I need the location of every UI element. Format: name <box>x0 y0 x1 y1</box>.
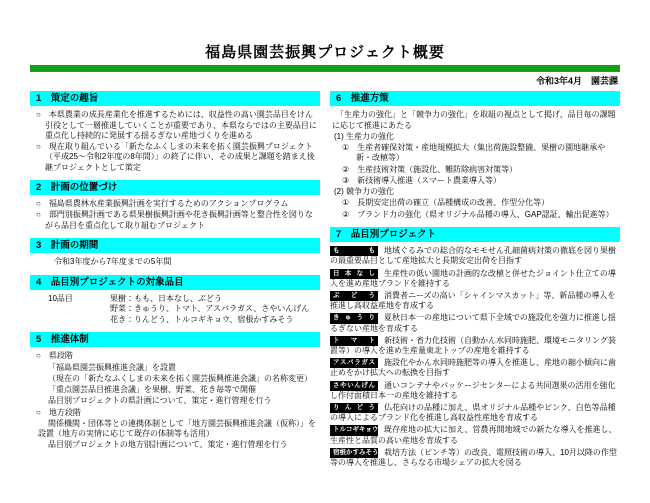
lisianthus-badge: トルコギキョウ <box>330 425 378 435</box>
green-beans-badge: さやいんげん <box>330 381 378 391</box>
regional-level-line-1: 関係機関・団体等との連携体制として「地方園芸振興推進会議（仮称）」を設置（地方の実情に応じて既存の体制等も活用） <box>38 418 316 439</box>
item-project-pear <box>330 269 620 289</box>
vegetable-items-line: 野菜：きゅうり、トマト、アスパラガス、さやいんげん <box>110 304 310 314</box>
production-item-1: ① 生産者確保対策・産地規模拡大（集出荷施設整備、果樹の園地継承や新・改植等） <box>342 143 606 163</box>
production-item-2: ② 生産技術対策（施設化、難防除病害対策等） <box>342 164 518 174</box>
section-3-period <box>30 238 320 268</box>
grape-badge: ぶどう <box>330 291 378 301</box>
section-2-bullet-2: ○ 部門別振興計画である県果樹振興計画や花き振興計画等と整合性を図りながら品目を重点化して取り組むプロジェクト <box>36 210 313 230</box>
section-6-header: 6 推進方策 <box>330 91 620 106</box>
date-department-line: 令和3年4月 園芸課 <box>535 76 618 86</box>
left-column <box>30 91 320 458</box>
cucumber-badge: きゅうり <box>330 313 378 323</box>
regional-level-bullet: ○ 地方段階 <box>36 407 81 417</box>
prefecture-level-bullet: ○ 県段階 <box>36 351 73 361</box>
fruit-items-line: 果樹：もも、日本なし、ぶどう <box>110 293 222 303</box>
section-5-header: 5 推進体制 <box>30 332 320 347</box>
tomato-badge: トマト <box>330 336 378 346</box>
item-project-peach <box>330 246 620 266</box>
section-3-header: 3 計画の期間 <box>30 238 320 253</box>
prefecture-level-line-1: 「福島県園芸振興推進会議」を設置 <box>48 362 176 372</box>
document-page <box>0 44 650 503</box>
item-project-gentian <box>330 403 620 423</box>
section-2-bullet-1: ○ 福島県農林水産業振興計画を実行するためのアクションプログラム <box>36 199 289 209</box>
asparagus-text: 施設化やかん水同時施肥等の導入を推進し、産地の縮小傾向に歯止めをかけ拡大への転換を目指す <box>330 358 616 378</box>
section-4-target-items <box>30 275 320 326</box>
section-6-promotion-measures <box>330 91 620 220</box>
section-2-positioning <box>30 180 320 231</box>
cucumber-text: 夏秋日本一の産地について県下全域での施設化を強力に推進し揺るぎない産地を育成する <box>330 313 616 333</box>
right-column <box>330 91 620 475</box>
section-5-promotion-structure <box>30 332 320 451</box>
item-project-tomato <box>330 336 620 356</box>
section-2-header: 2 計画の位置づけ <box>30 180 320 195</box>
gypsophila-badge: 宿根かすみそう <box>330 448 378 458</box>
pear-text: 生産性の低い園地の計画的な改植と併せたジョイント仕立ての導入を進め産地ブランドを維持する <box>330 268 616 288</box>
item-category-lines <box>110 294 309 325</box>
competitiveness-item-2: ② ブランド力の強化（県オリジナル品種の導入、GAP認証、輸出促進等） <box>342 209 614 219</box>
production-strength-heading: (1) 生産力の強化 <box>334 131 394 141</box>
prefecture-level-line-3: 「重点園芸品目推進会議」を果樹、野菜、花き毎等で開催 <box>48 385 256 395</box>
pear-badge: 日本なし <box>330 269 378 279</box>
peach-badge: もも <box>330 246 378 256</box>
two-column-layout <box>30 91 620 475</box>
gentian-badge: りんどう <box>330 403 378 413</box>
item-project-lisianthus <box>330 425 620 445</box>
competitiveness-heading: (2) 競争力の強化 <box>334 187 394 197</box>
production-item-3: ③ 新技術導入推進（スマート農業導入等） <box>342 175 502 185</box>
grape-text: 消費者ニーズの高い「シャインマスカット」等、新品種の導入を推進し高収益産地を育成する <box>330 290 616 311</box>
item-project-asparagus <box>330 358 620 378</box>
peach-text: 地域ぐるみでの総合的なモモせん孔細菌病対策の徹底を図り果樹の最重要品目として産地拡大と長期安定出荷を目指す <box>330 246 616 266</box>
item-count-label: 10品目 <box>48 293 73 303</box>
section-7-item-projects <box>330 227 620 468</box>
section-7-header: 7 品目別プロジェクト <box>330 227 620 242</box>
flower-items-line: 花き：りんどう、トルコギキョウ、宿根かすみそう <box>110 314 294 324</box>
prefecture-level-line-4: 品目別プロジェクトの県計画について、策定・進行管理を行う <box>48 396 272 406</box>
title-underline-bar <box>30 65 620 72</box>
regional-level-line-2: 品目別プロジェクトの地方別計画について、策定・進行管理を行う <box>48 440 288 450</box>
tomato-text: 新技術・省力化技術（自動かん水同時施肥、環境モニタリング装置等）の導入を進め生産量東北トップの産地を維持する <box>330 335 616 355</box>
item-project-grape <box>330 291 620 311</box>
page-title: 福島県園芸振興プロジェクト概要 <box>205 44 445 61</box>
section-3-body: 令和3年度から7年度までの5年間 <box>54 257 172 267</box>
asparagus-badge: アスパラガス <box>330 358 378 368</box>
gypsophila-text: 栽培方法（ピンチ等）の改良、電照技術の導入、10月以降の作型等の導入を推進し、さらなる市場シェアの拡大を図る <box>330 447 617 468</box>
section-1-purpose <box>30 91 320 173</box>
competitiveness-item-1: ① 長期安定出荷の確立（品種構成の改善、作型分化等） <box>342 198 550 208</box>
section-4-header: 4 品目別プロジェクトの対象品目 <box>30 275 320 290</box>
lisianthus-text: 既存産地の拡大に加え、営農再開地域での新たな導入を推進し、生産性と品質の高い産地を育成する <box>330 425 617 445</box>
section-1-bullet-2: ○ 現在取り組んでいる「新たなふくしまの未来を拓く園芸振興プロジェクト（平成25～令和2年度の8年間）」の終了に伴い、その成果と課題を踏まえ後継プロジェクトとして策定 <box>36 142 315 172</box>
item-project-green-beans <box>330 381 620 401</box>
item-project-cucumber <box>330 313 620 333</box>
green-beans-text: 通いコンテナやパッケージセンターによる共同選果の活用を強化し作付面積日本一の産地を維持する <box>330 380 616 400</box>
measures-intro: 「生産力の強化」と「競争力の強化」を取組の視点として掲げ、品目毎の課題に応じて推進にあたる <box>332 110 616 130</box>
section-1-header: 1 策定の趣旨 <box>30 91 320 106</box>
gentian-text: 仏花向けの品種に加え、県オリジナル品種やピンク、白色等品種の導入によるブランド化を推進し高収益性産地を育成する <box>330 402 616 423</box>
target-items-row <box>48 294 320 325</box>
section-1-bullet-1: ○ 本県農業の成長産業化を推進するためには、収益性の高い園芸品目をけん引役として一層推進していくことが重要であり、本県ならではの主要品目に重点化し持続的に発展する揺るぎない産地づくりを進める <box>36 110 317 140</box>
item-project-gypsophila <box>330 448 620 468</box>
prefecture-level-line-2: （現在の「新たなふくしまの未来を拓く園芸振興推進会議」の名称変更） <box>48 373 312 383</box>
